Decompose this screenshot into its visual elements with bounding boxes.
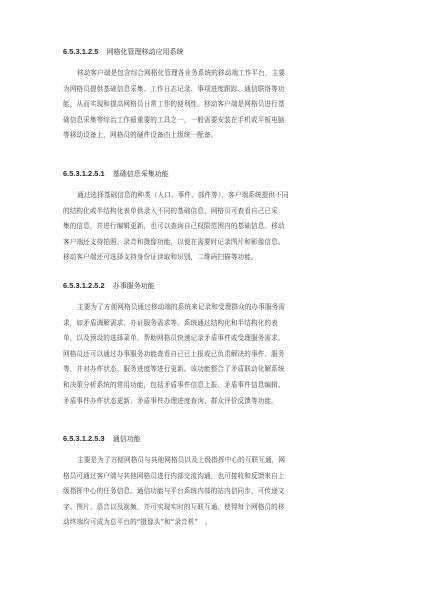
section-basic-info-collection bbox=[63, 169, 363, 266]
paragraph-line: 格员可通过客户端与其他网格员进行内部交流沟通，也可接收和反馈来自上 bbox=[63, 471, 285, 480]
paragraph-line: 主要是为了方便网格员与其他网格员以及上级指挥中心的互联互通，网 bbox=[77, 456, 286, 464]
section-title: 通信功能 bbox=[112, 435, 141, 443]
paragraph-line: 集的信息，并进行编辑更新，也可以查询自己权限范围内的基础信息。移动 bbox=[63, 222, 285, 231]
paragraph-line: 移动客户端是包含综合网格化管理各业务系统的移动端工作平台，主要 bbox=[77, 69, 286, 77]
section-mobile-system bbox=[63, 47, 363, 144]
section-number: 6.5.3.1.2.5.2 bbox=[63, 281, 105, 290]
paragraph-line: 础信息采集等综治工作最重要的工具之一，一般需要安装在手机或平板电脑 bbox=[63, 115, 285, 124]
paragraph-line: 单，以及预设的选择菜单，帮助网格员快速记录矛盾事件或受理服务需求。 bbox=[63, 334, 285, 343]
section-service-handling bbox=[63, 281, 363, 409]
paragraph-line: 客户端还支持拍照、录音和摄像功能，以便在需要时记录图片和影像信息。 bbox=[63, 237, 285, 246]
paragraph-line: 主要为了方便网格员通过移动端的系统来记录和受理群众的办事服务需 bbox=[77, 303, 286, 311]
section-communication bbox=[63, 434, 363, 531]
paragraph-line: 网格员还可以通过办事服务功能查看自己已上报或已负责解决的事件、服务 bbox=[63, 349, 285, 358]
paragraph-line: 通过选择基础信息的种类（人口、事件、部件等），客户端系统提供不同 bbox=[77, 191, 289, 199]
paragraph-line: 等，并对办件状态、服务进度等进行更新。该功能整合了矛盾联动化解系统 bbox=[63, 365, 285, 374]
section-title: 基础信息采集功能 bbox=[112, 170, 169, 178]
paragraph-line: 为网格员提供基础信息采集、工作日志记录、事项进度跟踪、通信联络等功 bbox=[63, 84, 285, 93]
paragraph-line: 动终端均可成为总平台的“摄像头”和“录音机” 。 bbox=[63, 518, 212, 527]
section-paragraph bbox=[63, 453, 363, 531]
paragraph-line: 求，如矛盾调解需求、办证服务需求等。系统通过结构化和半结构化的表 bbox=[63, 318, 278, 327]
section-number: 6.5.3.1.2.5 bbox=[63, 47, 99, 56]
section-paragraph bbox=[63, 66, 363, 144]
paragraph-line: 矛盾事件办件状态更新、矛盾事件办理进度查询、群众评价反馈等功能。 bbox=[63, 396, 278, 405]
section-title: 网格化管理移动应用系统 bbox=[106, 48, 184, 56]
section-paragraph bbox=[63, 300, 363, 409]
paragraph-line: 等移动设备上，网格员的硬件设备由上级统一配备。 bbox=[63, 131, 218, 140]
section-heading bbox=[63, 169, 363, 179]
paragraph-line: 字、图片、语音以及视频，并可实现实时的互联互通，使得每个网格员的移 bbox=[63, 502, 285, 511]
paragraph-line: 级指挥中心的任务信息。通信功能与平台系统内部的站内信同步，可传递文 bbox=[63, 487, 285, 496]
paragraph-line: 能，从而实现和提高网格员日常工作的便利性。移动客户端是网格员进行基 bbox=[63, 100, 285, 109]
section-paragraph bbox=[63, 188, 363, 266]
paragraph-line: 和决策分析系统的常用功能，包括矛盾事件信息上报、矛盾事件信息编辑、 bbox=[63, 380, 285, 389]
section-heading bbox=[63, 47, 363, 57]
section-title: 办事服务功能 bbox=[112, 282, 155, 290]
paragraph-line: 移动客户端还可选择支持身份证读取和识别，二维码扫描等功能。 bbox=[63, 253, 258, 262]
section-heading bbox=[63, 281, 363, 291]
paragraph-line: 的结构化或半结构化表单供录入不同的基础信息，网格员可查看自己已采 bbox=[63, 206, 278, 215]
section-number: 6.5.3.1.2.5.1 bbox=[63, 169, 105, 178]
section-heading bbox=[63, 434, 363, 444]
section-number: 6.5.3.1.2.5.3 bbox=[63, 434, 105, 443]
